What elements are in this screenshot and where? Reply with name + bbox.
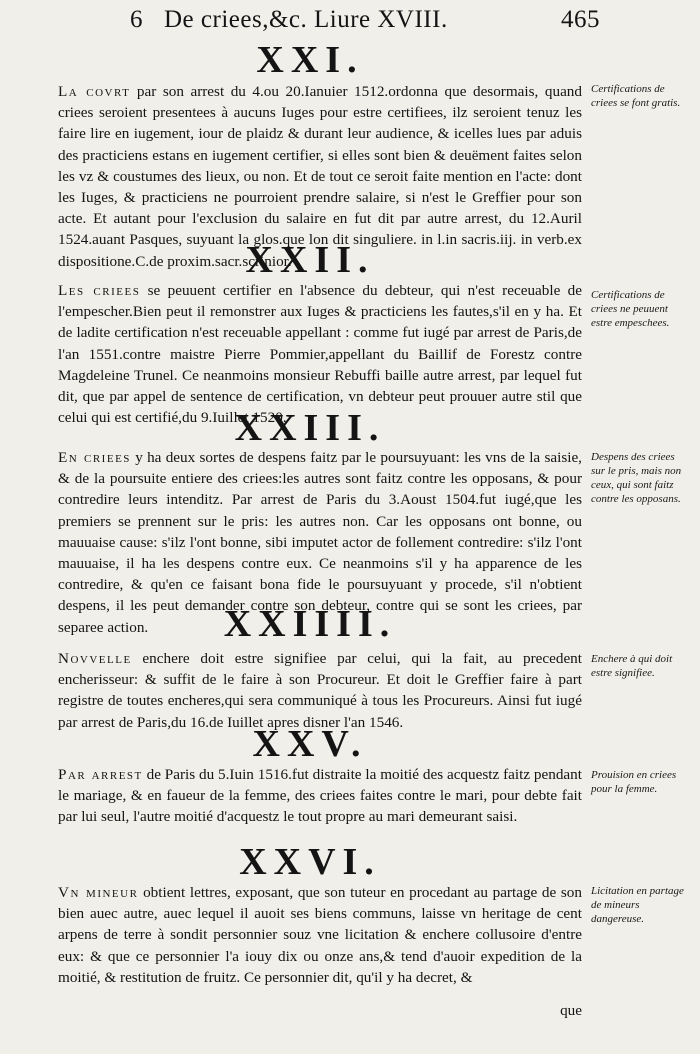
paragraph-body: se peuuent certifier en l'absence du debteur, qui n'est receuable de l'empescher.Bien peut il remonstrer aux Iuges & practiciens les fautes,s'il en y ha. Et de ladite certification n'est receuable appellant : comme fut iugé par arrest de Paris,de l'an 1551.contre maistre Pierre Pommier,appellant du Baillif de Forestz contre Magdeleine Trunel. Ce neanmoins monsieur Rebuffi baille autre arrest, par lequel fut dit, que par appel de sentence de certification, vn debteur peut prouuer autre stil que celui qui est certifié,du 9.Iuillet 1520. [58,282,582,427]
paragraph-body: de Paris du 5.Iuin 1516.fut distraite la moitié des acquestz faitz pendant le mariage, & en faueur de la femme, des criees faites contre le mari, pour debte fait par lui seul, l'autre moitié d'acquestz le tout propre au mari demeurant saisi. [58,766,582,826]
paragraph-lead: Vn mineur [58,884,139,901]
section-heading: XXVI. [239,841,381,883]
paragraph-body: obtient lettres, exposant, que son tuteur en procedant au partage de son bien auec autre, auec lequel il auoit ses biens communs, laisse vn heritage de cent arpens de terre à sondit personnier souz vne licitation & enchere collusoire d'entre eux: & que ce personnier l'a iouy dix ou onze ans,& tend d'auoir expedition de la moitié, & restitution de fruitz. Ce personnier dit, qu'il y ha decret, & [58,884,582,986]
section-heading: XXI. [256,39,364,81]
catchword: que [560,1002,582,1019]
paragraph-lead: En criees [58,449,131,466]
margin-note: Certifications de criees ne peuuent estre empeschees. [591,289,670,329]
section-heading: XXV. [252,723,368,765]
paragraph-lead: Par arrest [58,766,143,783]
section-heading: XXII. [245,239,375,281]
running-header [130,4,600,36]
paragraph-lead: Novvelle [58,650,132,667]
section-paragraph [58,764,582,828]
paragraph-lead: La covrt [58,83,131,100]
margin-note: Prouision en criees pour la femme. [591,769,677,795]
paragraph-body: enchere doit estre signifiee par celui, qui la fait, au precedent encherisseur: & suffit de le faire à son Procureur. Et doit le Greffier faire à part registre de toutes encheres,qui sera communiqué à tous les Procureurs. Ainsi fut iugé par arrest de Paris,du 16.de Iuillet apres disner l'an 1546. [58,650,582,731]
margin-note: Licitation en partage de mineurs dangereuse. [591,885,684,925]
page-number-left: 6 [130,6,143,33]
section-heading: XXIII. [234,407,386,449]
margin-note: Certifications de criees se font gratis. [591,83,681,109]
running-title: De criees,&c. Liure XVIII. [164,6,448,33]
section-paragraph [58,882,582,988]
margin-note: Despens des criees sur le pris, mais non ceux, qui sont faitz contre les opposans. [591,451,682,505]
paragraph-body: par son arrest du 4.ou 20.Ianuier 1512.ordonna que desormais, quand criees seroient presentees à aucuns Iuges pour estre certifiees, ilz seroient tenuz les faire lire en iugement, iour de plaidz & durant leur audience, & icelles lues par aduis des practiciens estans en iugement certifier, si elles sont bien & deuëment faites selon les vz & coustumes des lieux, ou non. Et de tout ce seroit faite mention en l'acte: dont les Iuges, & practiciens ne pourroient prendre salaire, si n'est le Greffier pour son acte. Et autant pour l'exclusion du salaire en fut dit par autre arrest, du 12.Auril 1524.auant Pasques, suyuant la glos.que lon dit singuliere. in l.in sacris.iij. in verb.ex dispositione.C.de proxim.sacr.scrinior. [58,83,582,270]
section-heading: XXIIII. [223,603,397,645]
margin-note: Enchere à qui doit estre signifiee. [591,653,673,679]
paragraph-body: y ha deux sortes de despens faitz par le poursuyuant: les vns de la saisie, & de la poursuite entiere des criees:les autres sont faitz contre les opposans, & pour contredire leurs intenditz. Par arrest de Paris du 3.Aoust 1504.fut iugé,que les premiers se prennent sur le pris: les autres non. Car les opposans ont bonne, ou mauuaise cause: s'ilz l'ont bonne, sibi imputet actor de follement contredire: s'ilz l'ont mauuaise, il ha les despens contre eux. Ce neanmoins s'il y ha apparence de les contredire, & qu'en ce faisant bona fide le poursuyuant y procede, s'il n'obtient despens, il les peut demander contre son debteur, contre qui se sont les criees, par separee action. [58,449,582,636]
paragraph-lead: Les criees [58,282,141,299]
page-number-right: 465 [561,6,600,33]
section-paragraph [58,648,582,733]
